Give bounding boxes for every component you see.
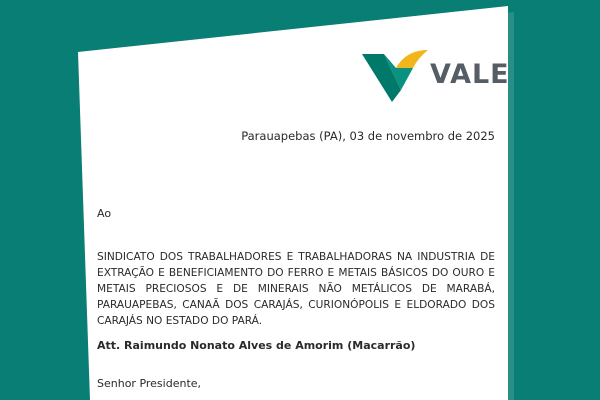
vale-logo	[362, 46, 510, 104]
vale-logo-text: VALE	[430, 59, 510, 90]
greeting: Senhor Presidente,	[97, 377, 202, 390]
recipient-block: SINDICATO DOS TRABALHADORES E TRABALHADORAS NA INDUSTRIA DE EXTRAÇÃO E BENEFICIAMENTO DO FERRO E METAIS BÁSICOS DO OURO E METAIS PRECIOSOS E DE MINERAIS NÃO METÁLICOS DE MARABÁ, PARAUAPEBAS, CANAÃ DOS CARAJÁS, CURIONÓPOLIS E ELDORADO DOS CARAJÁS NO ESTADO DO PARÁ.	[97, 251, 495, 327]
date-line: Parauapebas (PA), 03 de novembro de 2025	[241, 129, 495, 143]
salutation: Ao	[97, 207, 112, 220]
vale-logo-icon	[362, 46, 432, 104]
attention-line: Att. Raimundo Nonato Alves de Amorim (Macarrão)	[97, 339, 416, 352]
